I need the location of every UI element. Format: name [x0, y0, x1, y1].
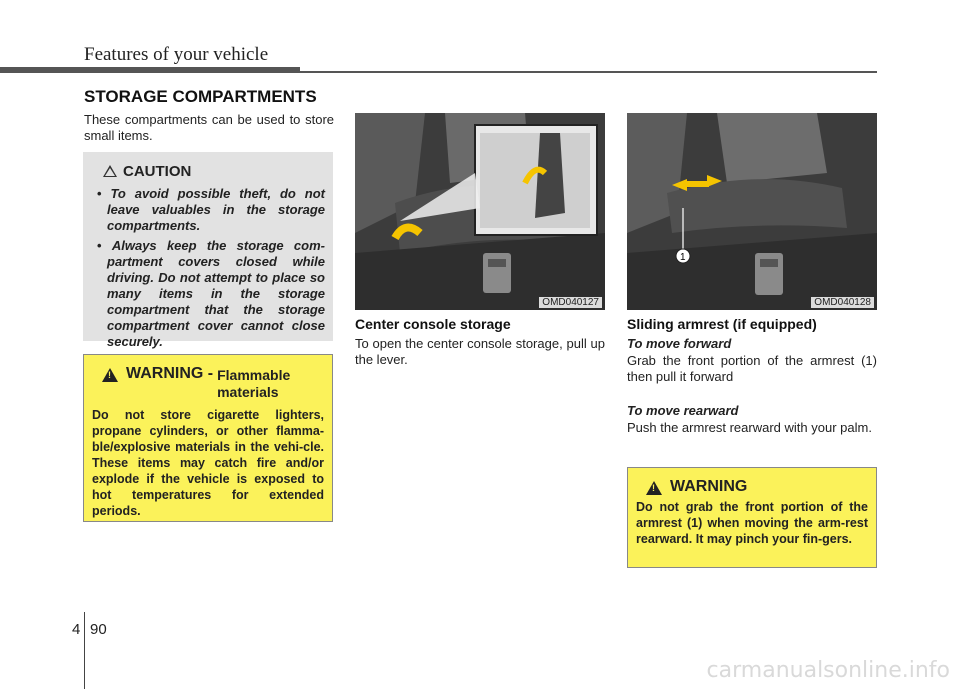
forward-text: Grab the front portion of the armrest (1) then pull it forward	[627, 353, 877, 384]
center-console-photo	[355, 113, 605, 310]
warning-armrest-header	[636, 478, 868, 496]
figure-code: OMD040128	[811, 297, 874, 308]
header-rule	[300, 71, 877, 73]
warning-flammable-header	[92, 365, 324, 401]
warning-armrest-box	[627, 467, 877, 568]
chapter-number: 4	[72, 621, 81, 638]
caution-box	[83, 152, 333, 349]
center-console-title: Center console storage	[355, 316, 511, 332]
caution-title: CAUTION	[123, 162, 192, 180]
forward-heading: To move forward	[627, 336, 732, 351]
intro-text: These compartments can be used to store small items.	[84, 112, 334, 143]
center-console-text: To open the center console storage, pull up the lever.	[355, 336, 605, 367]
rearward-text: Push the armrest rearward with your palm.	[627, 420, 872, 435]
page-number: 90	[90, 621, 107, 638]
caution-list	[91, 186, 325, 350]
caution-item: • Always keep the storage com-partment covers closed while driving. Do not attempt to place so many items in the storage compartment that the storage compartment cover cannot close securely.	[91, 238, 325, 350]
footer-divider	[84, 612, 85, 689]
warning-triangle-icon	[102, 368, 118, 382]
warning-armrest-text: Do not grab the front portion of the armrest (1) when moving the arm-rest rearward. It may pinch your fin-gers.	[636, 500, 868, 546]
warning-flammable-text: Do not store cigarette lighters, propane cylinders, or other flamma-ble/explosive materials in the vehi-cle. These items may catch fire and/or explode if the vehicle is exposed to hot temperatures for extended periods.	[92, 408, 324, 518]
warning-triangle-icon	[646, 481, 662, 495]
caution-triangle-icon	[103, 165, 117, 177]
sliding-armrest-illustration	[627, 113, 877, 310]
warning-label: WARNING -	[126, 365, 214, 382]
callout-number: 1	[680, 252, 686, 263]
center-console-illustration	[355, 113, 605, 310]
sliding-armrest-title: Sliding armrest (if equipped)	[627, 316, 817, 332]
header-title: Features of your vehicle	[84, 44, 269, 65]
sliding-armrest-photo	[627, 113, 877, 310]
warning-label: WARNING	[670, 478, 748, 495]
section-title: STORAGE COMPARTMENTS	[84, 87, 317, 106]
header-bar	[0, 67, 300, 73]
caution-header	[103, 160, 325, 182]
figure-code: OMD040127	[539, 297, 602, 308]
rearward-heading: To move rearward	[627, 403, 739, 418]
caution-item: • To avoid possible theft, do not leave valuables in the storage compartments.	[91, 186, 325, 234]
watermark: carmanualsonline.info	[706, 658, 950, 683]
warning-flammable-box	[83, 354, 333, 522]
warning-subtitle: Flammable materials	[217, 367, 291, 400]
